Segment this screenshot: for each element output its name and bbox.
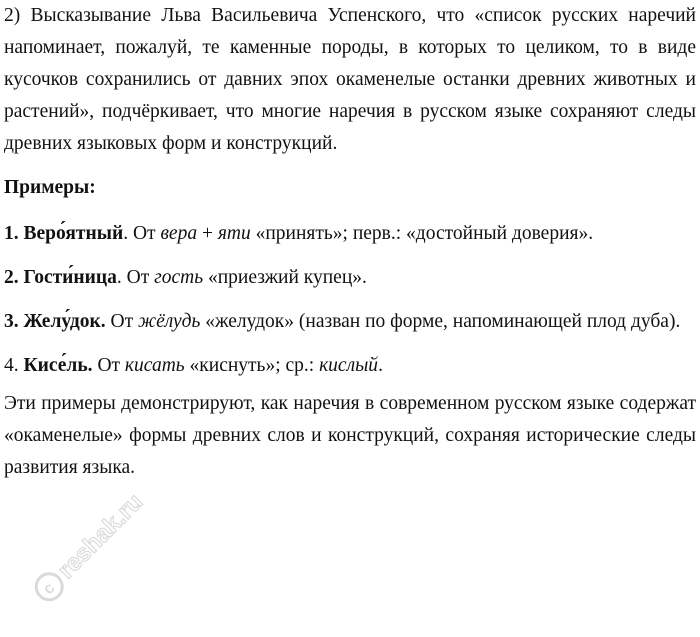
example-4-etymon-a: кисать [124, 355, 185, 376]
example-2-text-b: «приезжий купец». [203, 267, 367, 288]
example-1-text-c: «принять»; перв.: «достойный доверия». [250, 223, 594, 244]
example-3 [4, 306, 696, 338]
example-4-term: Кисе́ль. [23, 355, 93, 376]
example-4-number: 4. [4, 355, 19, 376]
example-1-etymon-b: яти [217, 223, 251, 244]
example-4 [4, 350, 696, 382]
example-2-etymon-a: гость [154, 267, 204, 288]
example-3-text-a: От [105, 311, 138, 332]
example-3-term: Желу́док. [23, 311, 106, 332]
example-2-number: 2. [4, 267, 19, 288]
document-page [4, 0, 696, 484]
examples-heading: Примеры: [4, 177, 96, 198]
watermark-logo [6, 470, 166, 630]
example-1-term: Веро́ятный [23, 223, 124, 244]
example-2-text-a: . От [116, 267, 155, 288]
conclusion-paragraph: Эти примеры демонстрируют, как наречия в современном русском языке содержат «окаменелые» формы древних слов и конструкций, сохраняя исторические следы развития языка. [4, 393, 696, 478]
example-1-text-a: . От [123, 223, 161, 244]
example-3-text-b: «желудок» (назван по форме, напоминающей плод дуба). [200, 311, 681, 332]
example-1-text-b: + [197, 223, 218, 244]
watermark-text: reshak.ru [52, 488, 149, 584]
svg-text:c: c [40, 579, 59, 599]
example-4-text-a: От [92, 355, 125, 376]
example-4-text-c: . [378, 355, 383, 376]
example-2 [4, 262, 696, 294]
example-2-term: Гости́ница [23, 267, 117, 288]
example-4-etymon-b: кислый [319, 355, 379, 376]
example-3-number: 3. [4, 311, 19, 332]
intro-paragraph: 2) Высказывание Льва Васильевича Успенского, что «список русских наречий напоминает, пожалуй, те каменные породы, в которых то целиком, то в виде кусочков сохранились от давних эпох окаменелые останки древних животных и растений», подчёркивает, что многие наречия в русском языке сохраняют следы древних языковых форм и конструкций. [4, 5, 696, 154]
example-3-etymon-a: жёлудь [138, 311, 201, 332]
example-4-text-b: «киснуть»; ср.: [184, 355, 320, 376]
example-1-number: 1. [4, 223, 19, 244]
example-1 [4, 218, 696, 250]
example-1-etymon-a: вера [160, 223, 198, 244]
